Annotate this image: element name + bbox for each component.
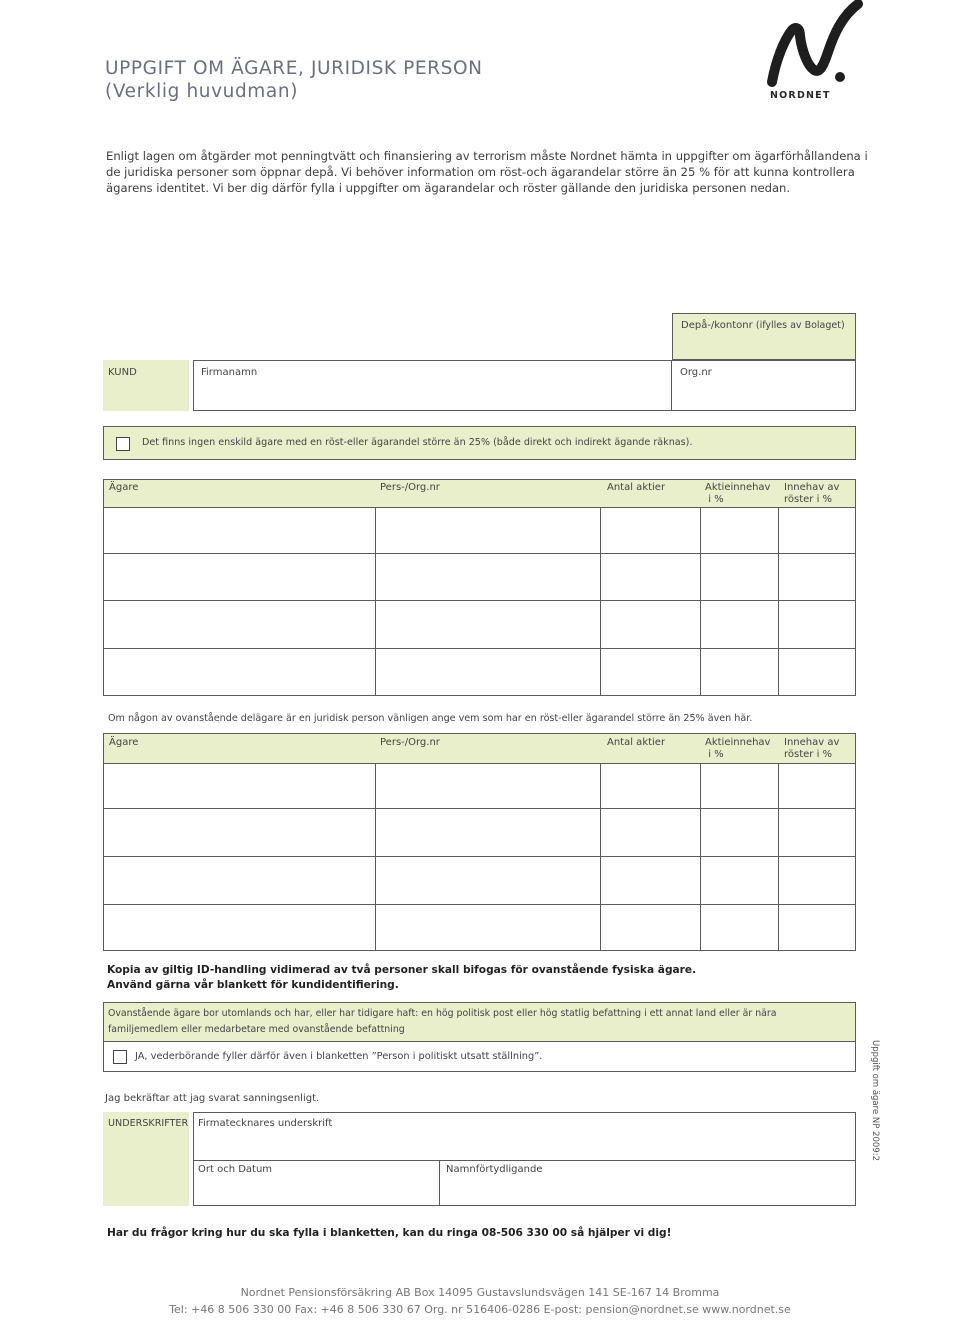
signature-field[interactable] xyxy=(193,1112,856,1161)
page-title: UPPGIFT OM ÄGARE, JURIDISK PERSON xyxy=(105,58,483,79)
owner-table-1-header xyxy=(104,480,855,508)
table-row[interactable] xyxy=(104,601,855,648)
depot-label: Depå-/kontonr (ifylles av Bolaget) xyxy=(681,320,845,331)
kund-box xyxy=(103,360,189,411)
col-rostinnehav: Innehav av röster i % xyxy=(784,737,840,760)
kund-label: KUND xyxy=(108,367,137,378)
name-clarification-field[interactable] xyxy=(439,1160,856,1206)
logo-text: NORDNET xyxy=(770,90,831,101)
firmanamn-field[interactable] xyxy=(193,360,672,411)
owner-table-2-header xyxy=(104,734,855,764)
table-row[interactable] xyxy=(104,764,855,808)
col-agare: Ägare xyxy=(109,737,139,748)
col-rostinnehav: Innehav av röster i % xyxy=(784,482,840,505)
pep-checkbox-label: JA, vederbörande fyller därför även i blanketten ”Person i politiskt utsatt ställning”. xyxy=(135,1051,543,1062)
depot-field[interactable] xyxy=(672,313,856,360)
help-text: Har du frågor kring hur du ska fylla i blanketten, kan du ringa 08-506 330 00 så hjälper vi dig! xyxy=(107,1227,672,1239)
confirm-text: Jag bekräftar att jag svarat sanningsenligt. xyxy=(105,1093,320,1104)
owner-table-1 xyxy=(103,479,856,696)
firmanamn-label: Firmanamn xyxy=(201,367,258,378)
signature-label: Firmatecknares underskrift xyxy=(198,1118,333,1129)
owner-table-1-body xyxy=(104,508,855,695)
footer-address: Nordnet Pensionsförsäkring AB Box 14095 Gustavslundsvägen 141 SE-167 14 Bromma xyxy=(240,1286,720,1299)
col-antal-aktier: Antal aktier xyxy=(607,737,666,748)
orgnr-field[interactable] xyxy=(671,360,856,411)
pep-checkbox[interactable] xyxy=(113,1050,127,1064)
col-aktieinnehav: Aktieinnehav i % xyxy=(705,482,771,505)
form-code xyxy=(862,1040,882,1161)
col-antal-aktier: Antal aktier xyxy=(607,482,666,493)
table-row[interactable] xyxy=(104,857,855,904)
col-agare: Ägare xyxy=(109,482,139,493)
place-date-label: Ort och Datum xyxy=(198,1164,273,1175)
orgnr-label: Org.nr xyxy=(680,367,712,378)
signatures-box xyxy=(103,1112,189,1206)
footer-contact: Tel: +46 8 506 330 00 Fax: +46 8 506 330 67 Org. nr 516406-0286 E-post: pension@nordnet.se www.nordnet.se xyxy=(169,1303,791,1316)
place-date-field[interactable] xyxy=(193,1160,440,1206)
table-row[interactable] xyxy=(104,809,855,856)
name-clarification-label: Namnförtydligande xyxy=(446,1164,543,1175)
table-row[interactable] xyxy=(104,554,855,600)
partner-note: Om någon av ovanstående delägare är en juridisk person vänligen ange vem som har en röst-eller ägarandel större än 25% även här. xyxy=(108,713,753,724)
table-row[interactable] xyxy=(104,508,855,553)
signatures-label: UNDERSKRIFTER xyxy=(108,1118,189,1129)
page-subtitle: (Verklig huvudman) xyxy=(105,81,299,102)
id-notice-line1: Kopia av giltig ID-handling vidimerad av två personer skall bifogas för ovanstående fysiska ägare. xyxy=(107,964,697,976)
pep-text: Ovanstående ägare bor utomlands och har, eller har tidigare haft: en hög politisk post eller hög statlig befattning i ett annat land eller är nära familjemedlem eller medarbetare med ovanstående befattning xyxy=(108,1008,777,1035)
pep-checkbox-row xyxy=(103,1041,856,1072)
table-row[interactable] xyxy=(104,905,855,950)
table-row[interactable] xyxy=(104,649,855,695)
pep-text-box xyxy=(103,1002,856,1042)
no-owner-label: Det finns ingen enskild ägare med en röst-eller ägarandel större än 25% (både direkt och indirekt ägande räknas). xyxy=(142,437,693,448)
intro-text: Enligt lagen om åtgärder mot penningtvätt och finansiering av terrorism måste Nordnet hämta in uppgifter om ägarförhållandena i de juridiska personer som öppnar depå. Vi behöver information om röst-och ägarandelar större än 25 % för att kunna kontrollera ägarens identitet. Vi ber dig därför fylla i uppgifter om ägarandelar och röster gällande den juridiska personen nedan. xyxy=(106,149,868,195)
form-code-text: Uppgift om ägare NP 2009:2 xyxy=(870,1040,880,1161)
col-aktieinnehav: Aktieinnehav i % xyxy=(705,737,771,760)
id-notice-line2: Använd gärna vår blankett för kundidentifiering. xyxy=(107,979,399,991)
col-persnr: Pers-/Org.nr xyxy=(380,737,440,748)
no-owner-checkbox[interactable] xyxy=(116,437,130,451)
no-owner-row xyxy=(103,426,856,460)
owner-table-2 xyxy=(103,733,856,951)
col-persnr: Pers-/Org.nr xyxy=(380,482,440,493)
owner-table-2-body xyxy=(104,764,855,950)
